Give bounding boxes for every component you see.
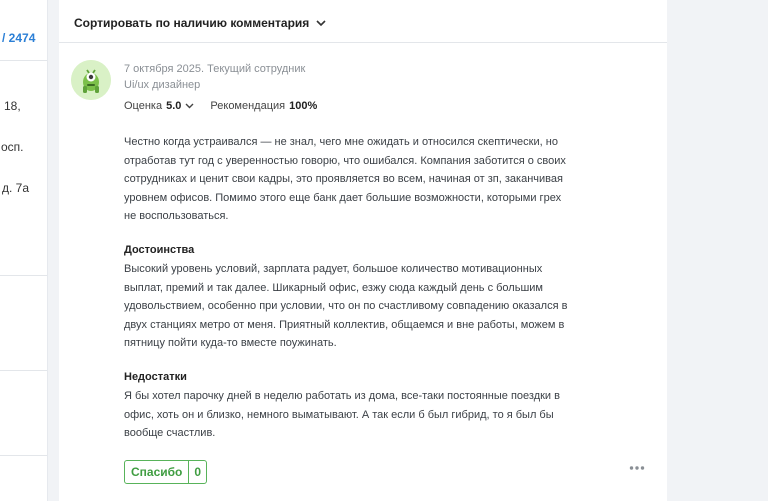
divider bbox=[0, 60, 47, 61]
cons-title: Недостатки bbox=[124, 371, 187, 383]
review-body-line: не воспользоваться. bbox=[124, 210, 229, 222]
review-date-status: 7 октября 2025. Текущий сотрудник bbox=[124, 63, 306, 75]
cons-line: вообще счастлив. bbox=[124, 427, 216, 439]
sort-label: Сортировать по наличию комментария bbox=[74, 16, 310, 30]
review-position: Ui/ux дизайнер bbox=[124, 79, 201, 91]
review-body-line: отработав тут год с уверенностью говорю, что ошибался. Компания заботится о своих bbox=[124, 154, 566, 167]
chevron-down-icon bbox=[316, 20, 326, 27]
more-dots-icon[interactable] bbox=[629, 465, 645, 471]
pros-line: удовольствием, особенно при условии, что он по счастливому совпадению оказался в bbox=[124, 300, 568, 312]
recommendation-value: 100% bbox=[289, 100, 318, 112]
review-body bbox=[124, 133, 584, 226]
rating-label: Оценка bbox=[124, 100, 163, 112]
divider bbox=[0, 455, 47, 456]
left-fragment-text: осп. bbox=[1, 140, 24, 154]
chevron-down-icon[interactable] bbox=[185, 103, 194, 109]
thanks-label: Спасибо bbox=[131, 465, 183, 479]
divider bbox=[0, 370, 47, 371]
review-body-line: уровнем офисов. Помимо этого еще банк дает большие возможности, которыми грех bbox=[124, 191, 562, 204]
divider bbox=[0, 275, 47, 276]
thanks-count: 0 bbox=[188, 461, 206, 483]
review-body-line: Честно когда устраивался — не знал, чего мне ожидать и относился скептически, но bbox=[124, 136, 558, 148]
pros-line: двух станциях метро от меня. Приятный коллектив, общаемся и вне работы, можем в bbox=[124, 318, 565, 331]
left-panel bbox=[0, 0, 48, 501]
thanks-button[interactable] bbox=[124, 460, 207, 484]
left-fragment-text: д. 7а bbox=[2, 181, 30, 195]
avatar-monster-icon bbox=[71, 60, 111, 100]
cons-line: Я бы хотел парочку дней в неделю работать из дома, все-таки постоянные поездки в bbox=[124, 390, 560, 402]
recommendation-label: Рекомендация bbox=[210, 100, 286, 112]
pros-line: Высокий уровень условий, зарплата радует, большое количество мотивационных bbox=[124, 263, 543, 275]
review-card bbox=[59, 0, 667, 501]
avatar bbox=[71, 60, 111, 100]
review-body-line: сотрудниках и ценит свои кадры, это проявляется во всем, начиная от зп, заканчивая bbox=[124, 173, 563, 185]
rating-value: 5.0 bbox=[166, 100, 182, 112]
sort-dropdown[interactable] bbox=[74, 16, 326, 30]
pros-line: выплат, премий и так далее. Шикарный офис, езжу сюда каждый день с большим bbox=[124, 281, 543, 294]
rating-row bbox=[124, 100, 317, 112]
pros-text bbox=[124, 260, 584, 353]
sort-bar bbox=[59, 0, 667, 43]
pros-line: пятницу пойти куда-то вместе поужинать. bbox=[124, 337, 337, 349]
cons-line: офис, хоть он и близко, немного выматывают. А так если б был гибрид, то я был бы bbox=[124, 408, 554, 421]
left-fragment-text: 18, bbox=[4, 99, 21, 113]
left-fragment-link[interactable]: / 2474 bbox=[2, 31, 36, 45]
pros-title: Достоинства bbox=[124, 244, 195, 256]
cons-text bbox=[124, 387, 584, 443]
